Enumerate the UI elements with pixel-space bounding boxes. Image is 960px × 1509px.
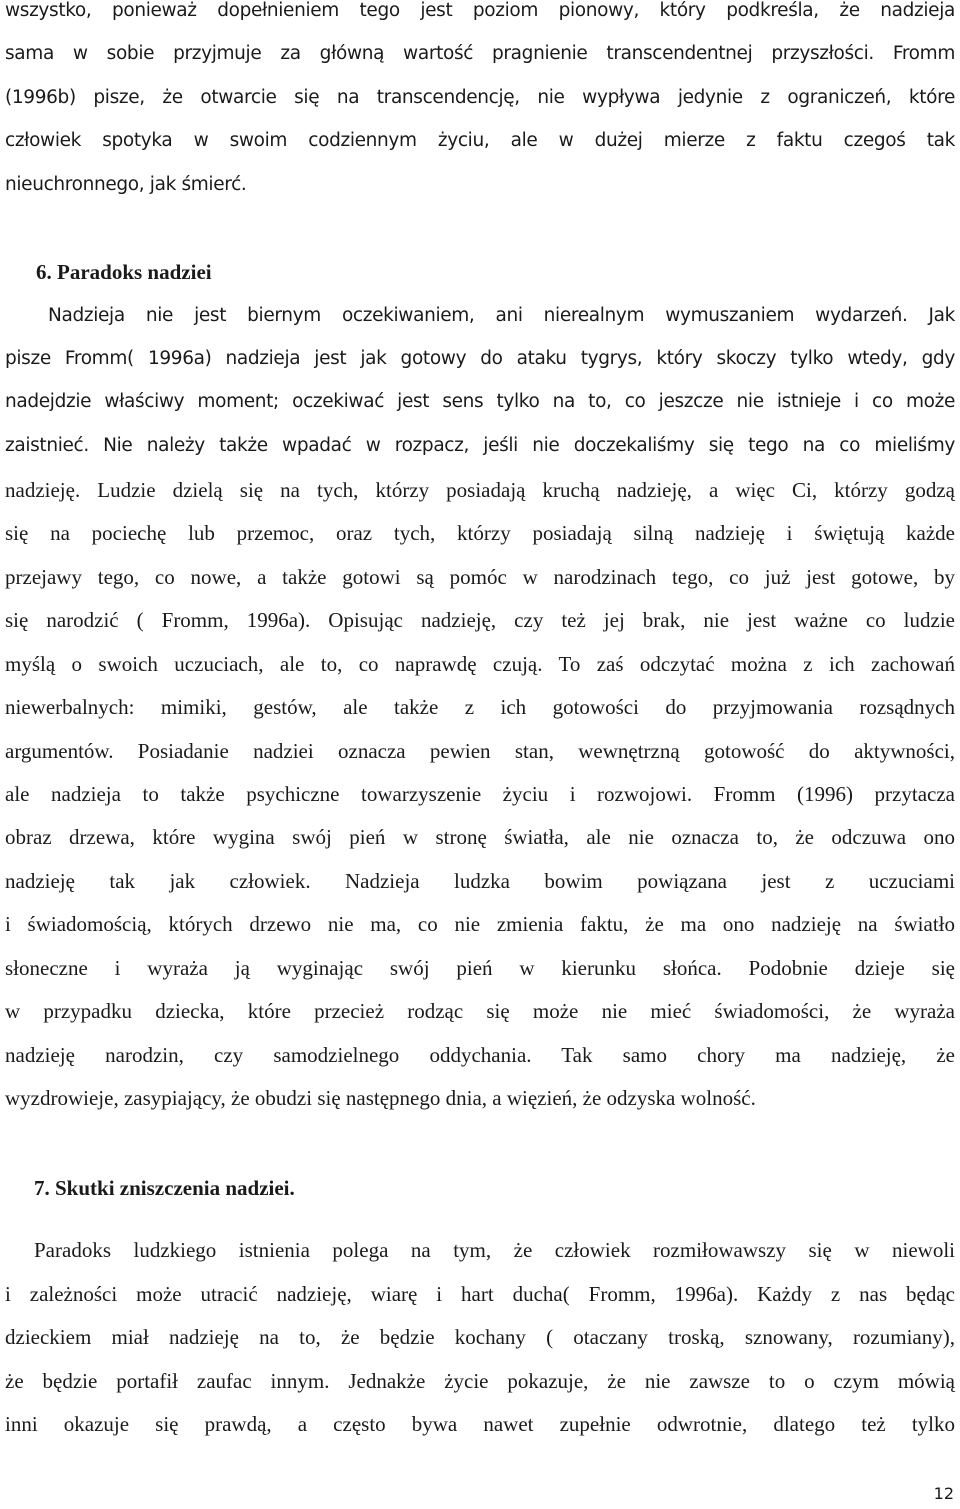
text-line: wszystko, ponieważ dopełnieniem tego jest poziom pionowy, który podkreśla, że nadzieja (5, 0, 955, 21)
text-line: słoneczne i wyraża ją wyginając swój pień w kierunku słońca. Podobnie dzieje się (5, 956, 955, 980)
text-line: dzieckiem miał nadzieję na to, że będzie kochany ( otaczany troską, sznowany, rozumiany), (5, 1325, 955, 1349)
text-line: niewerbalnych: mimiki, gestów, ale także z ich gotowości do przyjmowania rozsądnych (5, 695, 955, 719)
text-line: przejawy tego, co nowe, a także gotowi są pomóc w narodzinach tego, co już jest gotowe, by (5, 565, 955, 589)
text-line: się na pociechę lub przemoc, oraz tych, którzy posiadają silną nadzieję i świętują każde (5, 521, 955, 545)
text-line: inni okazuje się prawdą, a często bywa nawet zupełnie odwrotnie, dlatego też tylko (5, 1412, 955, 1436)
text-line: nadejdzie właściwy moment; oczekiwać jest sens tylko na to, co jeszcze nie istnieje i co może (5, 391, 955, 412)
text-line: sama w sobie przyjmuje za główną wartość pragnienie transcendentnej przyszłości. Fromm (5, 43, 955, 64)
page-number: 12 (933, 1484, 954, 1503)
section-heading: 7. Skutki zniszczenia nadziei. (34, 1176, 295, 1200)
text-line: zaistnieć. Nie należy także wpadać w rozpacz, jeśli nie doczekaliśmy się tego na co mieliśmy (5, 435, 955, 456)
text-line: człowiek spotyka w swoim codziennym życiu, ale w dużej mierze z faktu czegoś tak (5, 130, 955, 151)
section-heading: 6. Paradoks nadziei (36, 260, 212, 284)
text-line: się narodzić ( Fromm, 1996a). Opisując nadzieję, czy też jej brak, nie jest ważne co ludzie (5, 608, 955, 632)
text-line: nadzieję. Ludzie dzielą się na tych, którzy posiadają kruchą nadzieję, a więc Ci, którzy godzą (5, 478, 955, 502)
text-line: nadzieję narodzin, czy samodzielnego oddychania. Tak samo chory ma nadzieję, że (5, 1043, 955, 1067)
text-line: argumentów. Posiadanie nadziei oznacza pewien stan, wewnętrzną gotowość do aktywności, (5, 739, 955, 763)
text-line: myślą o swoich uczuciach, ale to, co naprawdę czują. To zaś odczytać można z ich zachowań (5, 652, 955, 676)
text-line: i zależności może utracić nadzieję, wiarę i hart ducha( Fromm, 1996a). Każdy z nas będąc (5, 1282, 955, 1306)
text-line: Nadzieja nie jest biernym oczekiwaniem, ani nierealnym wymuszaniem wydarzeń. Jak (48, 305, 955, 326)
text-line: Paradoks ludzkiego istnienia polega na tym, że człowiek rozmiłowawszy się w niewoli (34, 1238, 955, 1262)
text-line: pisze Fromm( 1996a) nadzieja jest jak gotowy do ataku tygrys, który skoczy tylko wtedy, gdy (5, 348, 955, 369)
text-line: ale nadzieja to także psychiczne towarzyszenie życiu i rozwojowi. Fromm (1996) przytacza (5, 782, 955, 806)
text-line: że będzie portafił zaufac innym. Jednakże życie pokazuje, że nie zawsze to o czym mówią (5, 1369, 955, 1393)
text-line: obraz drzewa, które wygina swój pień w stronę światła, ale nie oznacza to, że odczuwa ono (5, 825, 955, 849)
text-line: (1996b) pisze, że otwarcie się na transcendencję, nie wypływa jedynie z ograniczeń, które (5, 87, 955, 108)
text-line: nadzieję tak jak człowiek. Nadzieja ludzka bowim powiązana jest z uczuciami (5, 869, 955, 893)
text-line: wyzdrowieje, zasypiający, że obudzi się następnego dnia, a więzień, że odzyska wolność. (5, 1086, 756, 1110)
text-line: w przypadku dziecka, które przecież rodząc się może nie mieć świadomości, że wyraża (5, 999, 955, 1023)
text-line: nieuchronnego, jak śmierć. (5, 174, 247, 195)
text-line: i świadomością, których drzewo nie ma, co nie zmienia faktu, że ma ono nadzieję na światło (5, 912, 955, 936)
